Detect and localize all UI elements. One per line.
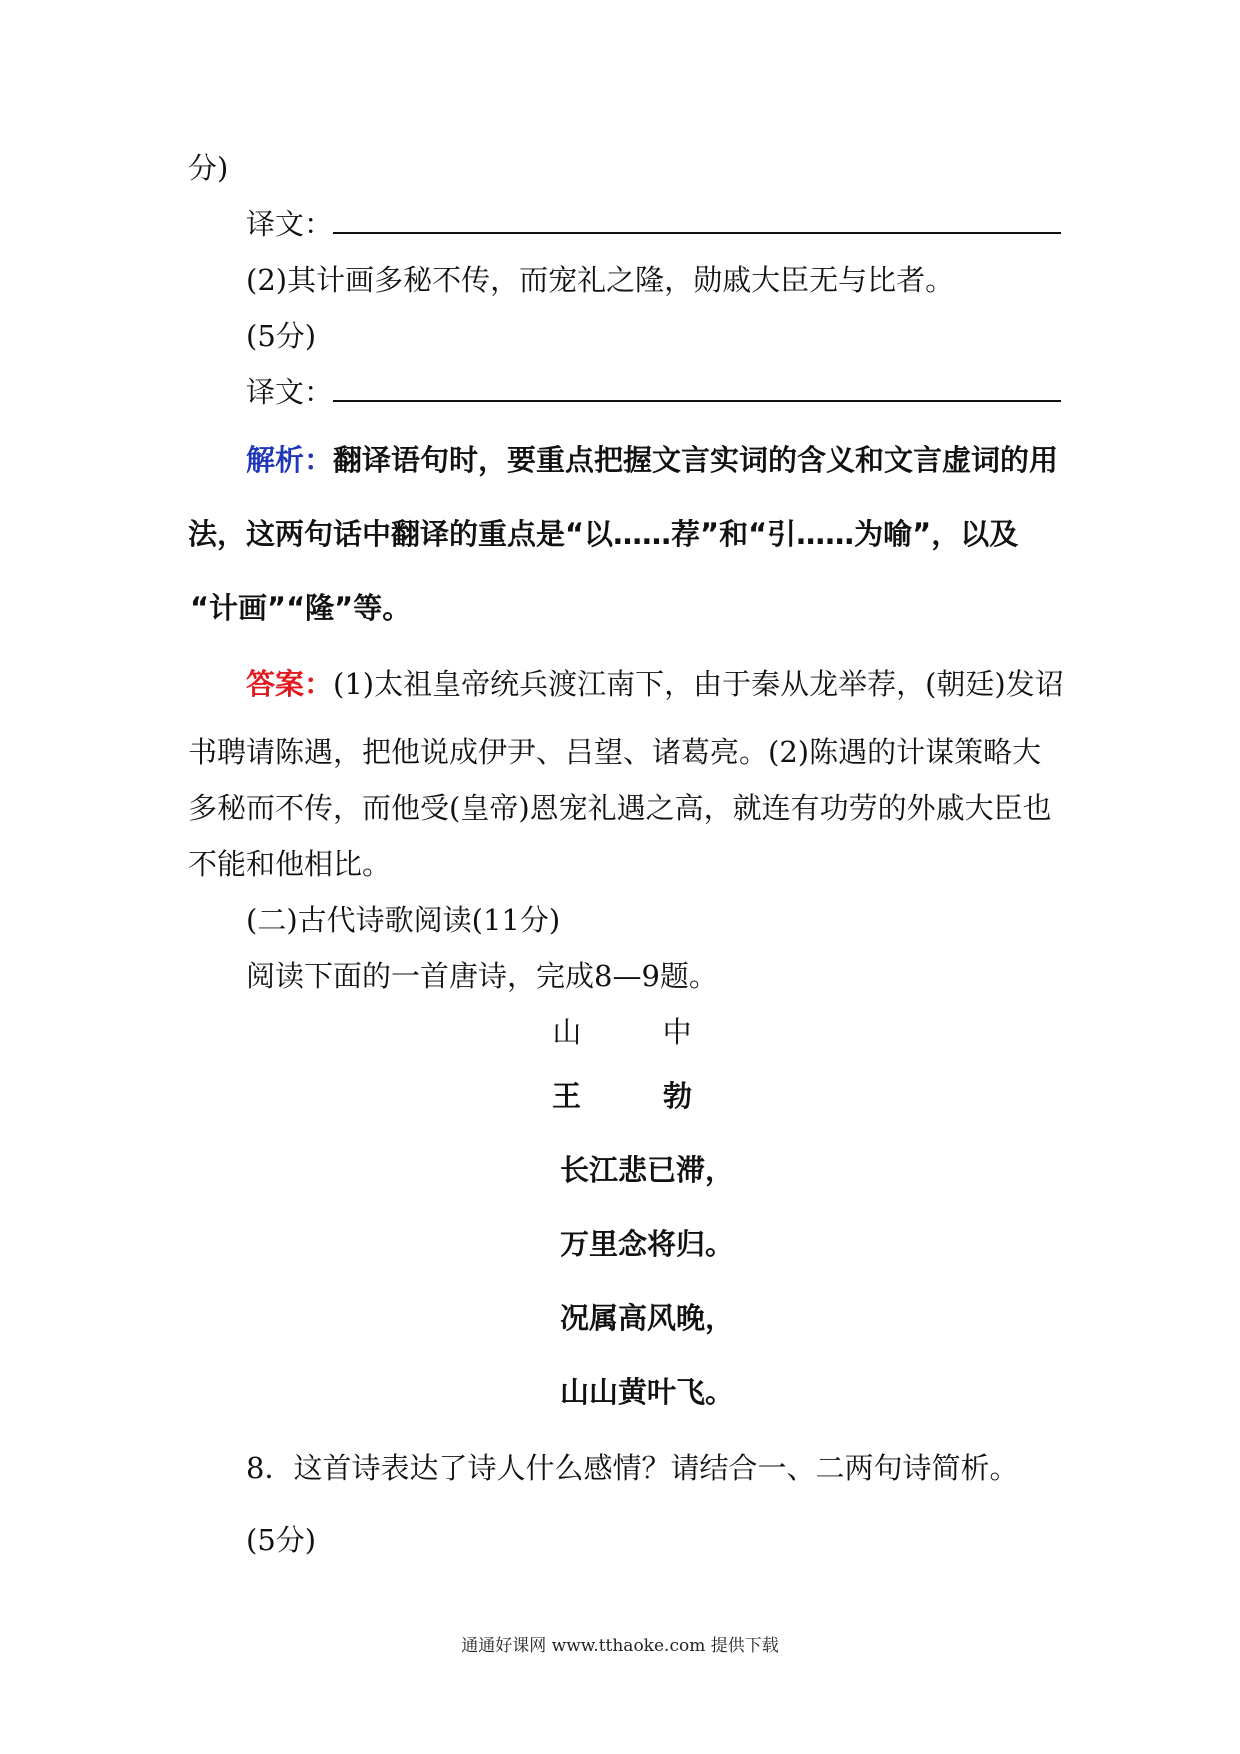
poem-line: 山山黄叶飞。 [560,1375,735,1409]
poem-line: 万里念将归。 [560,1227,735,1261]
poem-title: 山 中 [552,1015,728,1049]
section-instruction: 阅读下面的一首唐诗，完成8—9题。 [246,959,718,993]
analysis-label: 解析： [246,443,334,477]
translation-row-2 [246,374,1061,410]
analysis-line-1 [246,442,1058,478]
question-2-score: (5分) [246,319,317,353]
question-2-text: (2)其计画多秘不传，而宠礼之隆，勋戚大臣无与比者。 [246,263,955,297]
answer-line-4: 不能和他相比。 [188,847,392,881]
poem-line: 况属高风晚， [560,1301,735,1335]
section-heading: (二)古代诗歌阅读(11分) [246,903,561,937]
answer-label: 答案： [246,667,334,701]
translation-answer-blank[interactable] [333,378,1061,402]
question-8-score: (5分) [246,1523,317,1557]
translation-answer-blank[interactable] [333,210,1061,234]
answer-line-1 [246,666,1064,702]
question-8-text: 8．这首诗表达了诗人什么感情？请结合一、二两句诗简析。 [246,1451,1019,1485]
page-footer: 通通好课网 www.tthaoke.com 提供下载 [461,1636,779,1656]
answer-line-2: 书聘请陈遇，把他说成伊尹、吕望、诸葛亮。(2)陈遇的计谋策略大 [188,735,1042,769]
analysis-line-2: 法，这两句话中翻译的重点是“以……荐”和“引……为喻”，以及 [188,517,1019,551]
translation-row-1 [246,206,1061,242]
answer-text: (1)太祖皇帝统兵渡江南下，由于秦从龙举荐，(朝廷)发诏 [333,667,1064,701]
translation-label: 译文： [246,207,334,241]
poem-line: 长江悲已滞， [560,1153,735,1187]
analysis-line-3: “计画”“隆”等。 [190,591,412,625]
analysis-text: 翻译语句时，要重点把握文言实词的含义和文言虚词的用 [333,443,1059,477]
continued-score-text: 分) [188,151,229,185]
translation-label: 译文： [246,375,334,409]
poem-author: 王 勃 [551,1079,729,1113]
answer-line-3: 多秘而不传，而他受(皇帝)恩宠礼遇之高，就连有功劳的外戚大臣也 [188,791,1052,825]
